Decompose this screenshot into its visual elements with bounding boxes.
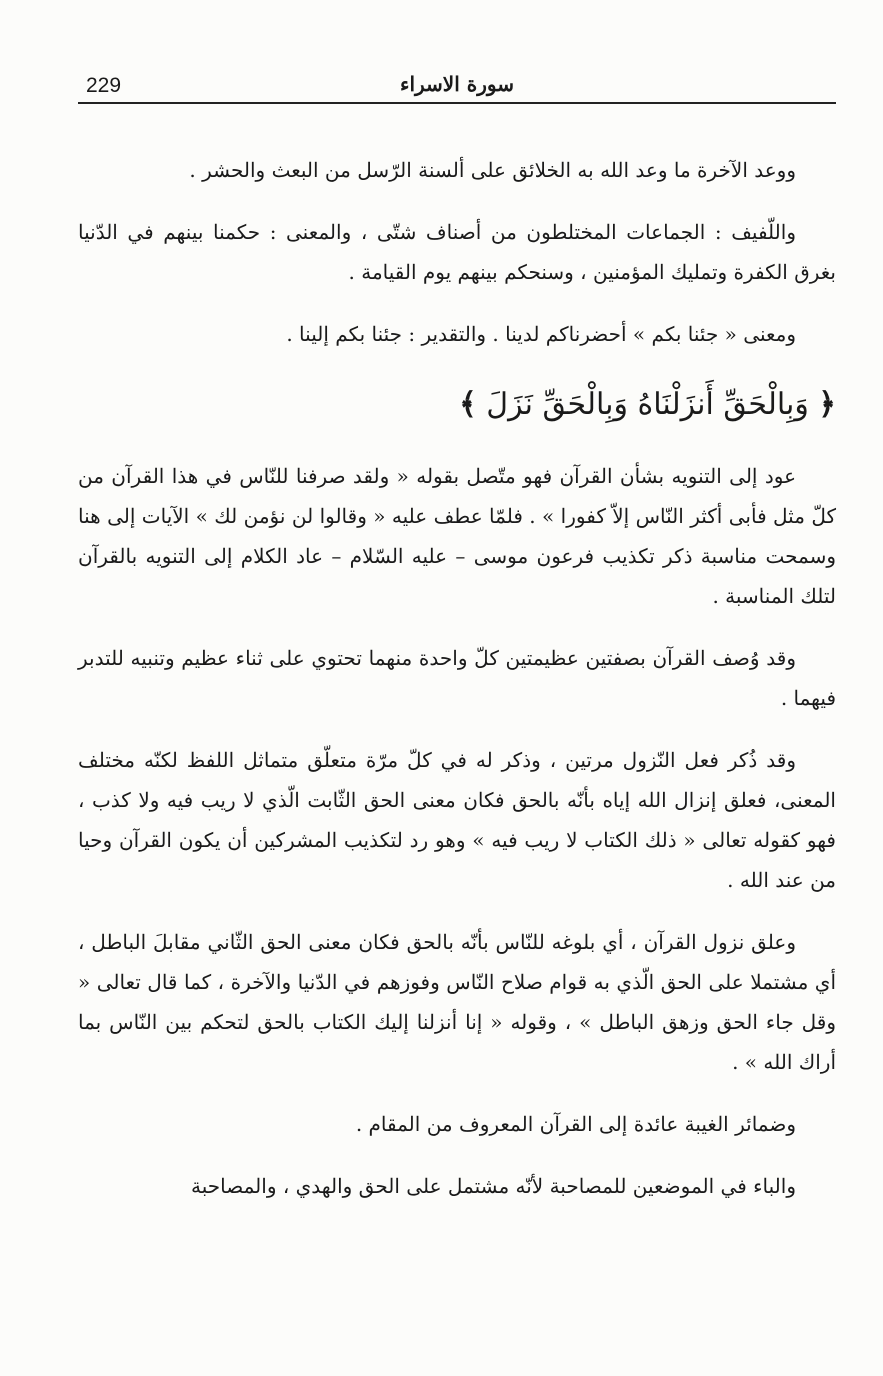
paragraph-9: والباء في الموضعين للمصاحبة لأنّه مشتمل على الحق والهدي ، والمصاحبة [191, 1174, 796, 1198]
paragraph-7: وعلق نزول القرآن ، أي بلوغه للنّاس بأنّه بالحق فكان معنى الحق الثّاني مقابلَ الباطل ، أي مشتملا على الحق الّذي به قوام صلاح النّاس وفوزهم في الدّنيا والآخرة ، كما قال تعالى « وقل جاء الحق وزهق الباطل » ، وقوله « إنا أنزلنا إليك الكتاب بالحق لتحكم بين النّاس بما أراك الله » . [78, 930, 836, 1074]
page-header [78, 70, 836, 102]
header-divider [78, 102, 836, 104]
paragraph-4: عود إلى التنويه بشأن القرآن فهو متّصل بقوله « ولقد صرفنا للنّاس في هذا القرآن من كلّ مثل فأبى أكثر النّاس إلاّ كفورا » . فلمّا عطف عليه « وقالوا لن نؤمن لك » الآيات إلى هنا وسمحت مناسبة ذكر تكذيب فرعون موسى – عليه السّلام – عاد الكلام إلى التنويه بالقرآن لتلك المناسبة . [78, 464, 836, 608]
paragraph-2: واللّفيف : الجماعات المختلطون من أصناف شتّى ، والمعنى : حكمنا بينهم في الدّنيا بغرق الكفرة وتمليك المؤمنين ، وسنحكم بينهم يوم القيامة . [78, 220, 836, 284]
paragraph-3: ومعنى « جئنا بكم » أحضرناكم لدينا . والتقدير : جئنا بكم إلينا . [286, 322, 796, 346]
paragraph-1: ووعد الآخرة ما وعد الله به الخلائق على ألسنة الرّسل من البعث والحشر . [189, 158, 796, 182]
page-body [78, 150, 836, 1228]
running-title: سورة الاسراء [400, 72, 514, 96]
verse-open-bracket: ﴿ [818, 387, 836, 422]
paragraph-5: وقد وُصف القرآن بصفتين عظيمتين كلّ واحدة منهما تحتوي على ثناء عظيم وتنبيه للتدبر فيهما . [78, 646, 836, 710]
verse-close-bracket: ﴾ [459, 387, 477, 422]
paragraph-8: وضمائر الغيبة عائدة إلى القرآن المعروف من المقام . [355, 1112, 796, 1136]
verse-text: وَبِالْحَقِّ أَنزَلْنَاهُ وَبِالْحَقِّ نَزَلَ [486, 387, 809, 422]
paragraph-6: وقد ذُكر فعل النّزول مرتين ، وذكر له في كلّ مرّة متعلّق متماثل اللفظ لكنّه مختلف المعنى، فعلق إنزال الله إياه بأنّه بالحق فكان معنى الحق الثّابت الّذي لا ريب فيه ولا كذب ، فهو كقوله تعالى « ذلك الكتاب لا ريب فيه » وهو رد لتكذيب المشركين أن يكون القرآن وحيا من عند الله . [78, 748, 836, 892]
page-number: 229 [86, 74, 122, 97]
quran-verse [78, 380, 836, 430]
